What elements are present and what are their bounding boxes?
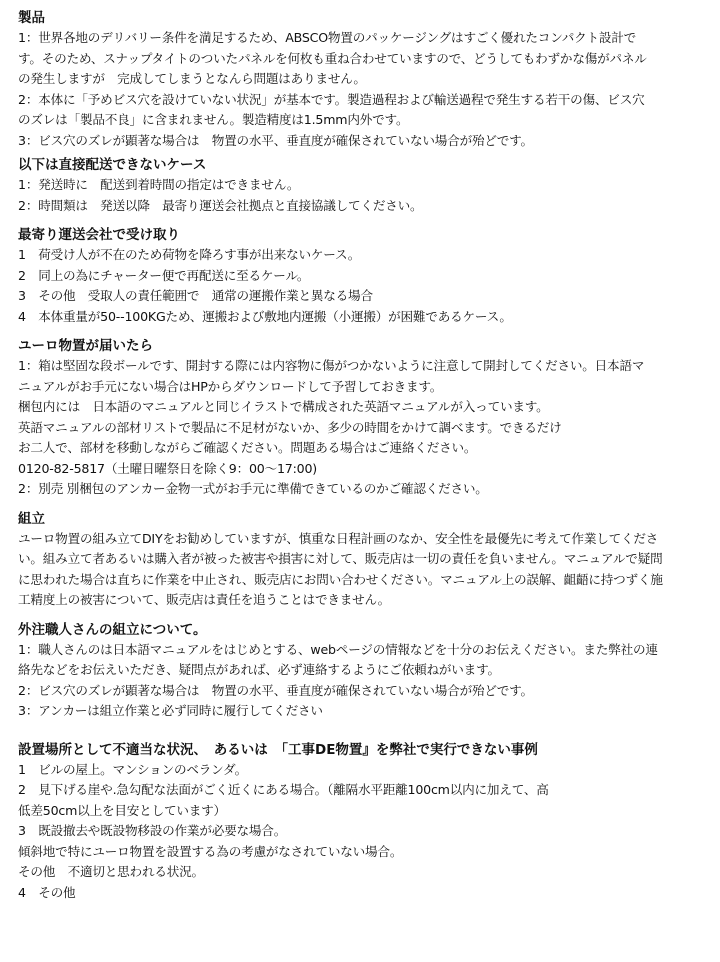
text-line: 1 ビルの屋上。マンションのベランダ。 (18, 761, 248, 777)
section-on-arrival (18, 336, 710, 500)
text-line: 2 同上の為にチャーター便で再配送に至るケール。 (18, 267, 310, 283)
section-depot-pickup (18, 225, 710, 327)
text-line: 4 本体重量が50--100KGため、運搬および敷地内運搬（小運搬）が困難であるケース。 (18, 308, 512, 324)
text-line: 工精度上の被害について、販売店は責任を追うことはできません。 (18, 592, 391, 607)
text-line: 絡先などをお伝えいただき、疑問点があれば、必ず連絡するようにご依頼ねがいます。 (18, 662, 500, 677)
text-line: 3 その他 受取人の責任範囲で 通常の運搬作業と異なる場合 (18, 288, 373, 303)
text-line: 梱包内には 日本語のマニュアルと同じイラストで構成された英語マニュアルが入っています。 (18, 399, 549, 414)
text-line: お二人で、部材を移動しながらご確認ください。問題ある場合はご連絡ください。 (18, 440, 477, 455)
section-contractor-assembly (18, 620, 710, 722)
text-line: 1：職人さんのは日本語マニュアルをはじめとする、webページの情報などを十分のお伝えください。また弊社の連 (18, 641, 658, 657)
text-line: 2：ビス穴のズレが顕著な場合は 物置の水平、垂直度が確保されていない場合が殆どです。 (18, 682, 533, 698)
text-line: す。そのため、スナップタイトのついたパネルを何枚も重ね合わせていますので、どうしてもわずかな傷がパネル (18, 50, 647, 66)
section-heading: 製品 (18, 10, 45, 26)
section-assembly (18, 509, 710, 611)
section-no-direct-delivery (18, 155, 710, 216)
text-line: 英語マニュアルの部材リストで製品に不足材がないか、多少の時間をかけて調べます。できるだけ (18, 419, 562, 435)
text-line: に思われた場合は直ちに作業を中止され、販売店にお問い合わせください。マニュアル上の誤解、齟齬に持つずく施 (18, 571, 663, 587)
section-heading: ユーロ物置が届いたら (18, 338, 153, 354)
text-line: 3：アンカーは組立作業と必ず同時に履行してください (18, 703, 323, 718)
text-line: 1：世界各地のデリバリー条件を満足するため、ABSCO物置のパッケージングはすごく優れたコンパクト設計で (18, 30, 637, 45)
text-line: い。組み立て者あるいは購入者が被った被害や損害に対して、販売店は一切の責任を負いません。マニュアルで疑問 (18, 551, 663, 566)
text-line: 4 その他 (18, 884, 76, 900)
text-line: のズレは「製品不良」に含まれません。製造精度は1.5mm内外です。 (18, 112, 409, 127)
section-heading: 最寄り運送会社で受け取り (18, 227, 180, 243)
text-line: その他 不適切と思われる状況。 (18, 864, 204, 879)
text-line: 2：時間類は 発送以降 最寄り運送会社拠点と直接協議してください。 (18, 197, 423, 213)
text-line: 1：発送時に 配送到着時間の指定はできません。 (18, 177, 300, 192)
text-line: 2 見下げる崖や.急勾配な法面がごく近くにある場合。（離隔水平距離100cm以内に加えて、高 (18, 782, 549, 797)
document-body (18, 8, 710, 903)
text-line: 1 荷受け人が不在のため荷物を降ろす事が出来ないケース。 (18, 247, 361, 262)
text-line: 1：箱は堅固な段ボールです、開封する際には内容物に傷がつかないように注意して開封してください。日本語マ (18, 358, 645, 373)
text-line: 3：ビス穴のズレが顕著な場合は 物置の水平、垂直度が確保されていない場合が殆どです。 (18, 132, 533, 148)
section-heading: 設置場所として不適当な状況、 あるいは 「工事DE物置』を弊社で実行できない事例 (18, 741, 538, 758)
text-line: の発生しますが 完成してしまうとなんら問題はありません。 (18, 71, 366, 86)
text-line: 傾斜地で特にユーロ物置を設置する為の考慮がなされていない場合。 (18, 843, 403, 859)
section-heading: 外注職人さんの組立について。 (18, 621, 207, 638)
text-line: 3 既設撤去や既設物移設の作業が必要な場合。 (18, 823, 287, 838)
text-line: ニュアルがお手元にない場合はHPからダウンロードして予習しておきます。 (18, 378, 443, 394)
section-heading: 以下は直接配送できないケース (18, 157, 207, 173)
text-line: 2：本体に「予めビス穴を設けていない状況」が基本です。製造過程および輸送過程で発生する若干の傷、ビス穴 (18, 91, 645, 107)
phone-number: 0120-82-5817（土曜日曜祭日を除く9：00〜17:00) (18, 460, 317, 476)
section-heading: 組立 (18, 510, 45, 527)
text-line: ユーロ物置の組み立てDIYをお勧めしていますが、慎重な日程計画のなか、安全性を最優先に考えて作業してくださ (18, 530, 659, 546)
section-unsuitable-locations (18, 740, 710, 904)
section-product (18, 8, 710, 151)
text-line: 2：別売 別梱包のアンカー金物一式がお手元に準備できているのかご確認ください。 (18, 481, 488, 496)
text-line: 低差50cm以上を目安としています） (18, 802, 226, 818)
